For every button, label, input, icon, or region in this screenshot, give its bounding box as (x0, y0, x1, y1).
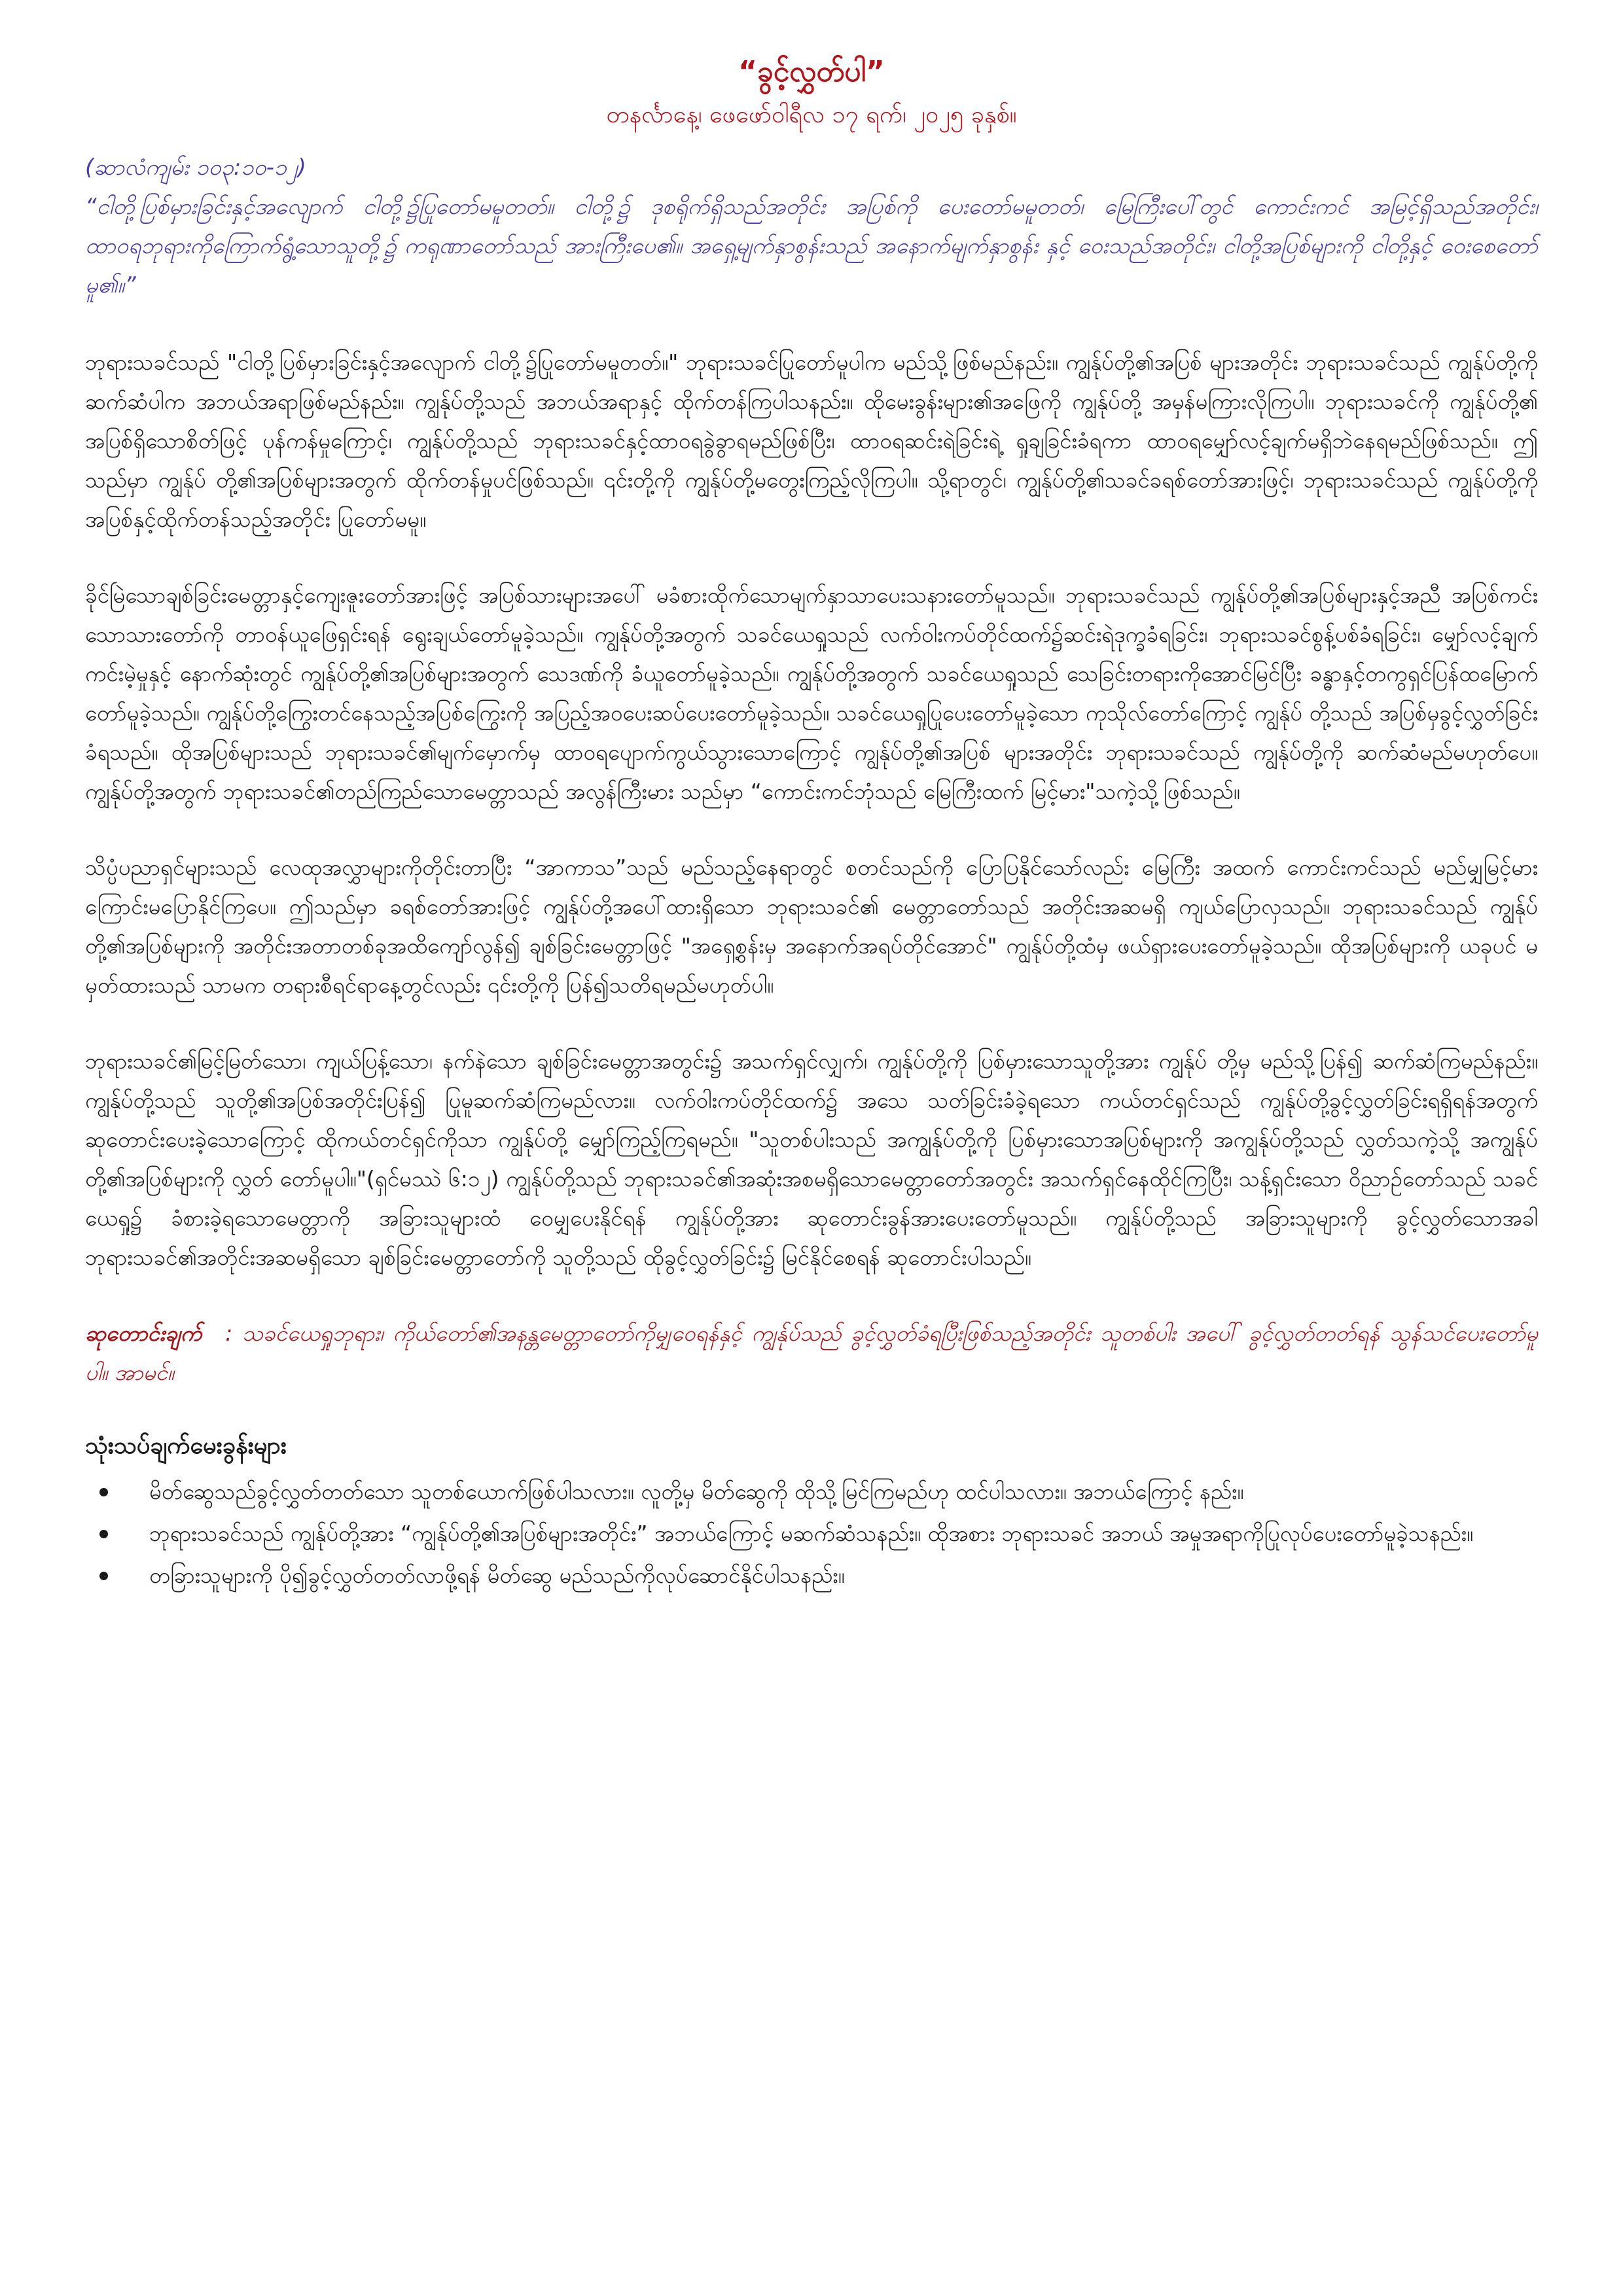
reflection-heading: သုံးသပ်ချက်မေးခွန်းများ (85, 1432, 287, 1459)
bullet-icon (99, 1488, 108, 1496)
prayer-label: ဆုတောင်းချက် (85, 1320, 202, 1346)
verse-text: “ငါတို့ပြစ်မှားခြင်းနှင့်အလျောက် ငါတို့၌ပြုတော်မမူတတ်။ ငါတို့၌ ဒုစရိုက်ရှိသည်အတိုင်း အပြစ်ကို ပေးတော်မမူတတ်၊ မြေကြီးပေါ်တွင် ကောင်းကင် အမြင့်ရှိသည်အတိုင်း၊ ထာဝရဘုရားကိုကြောက်ရွံ့သောသူတို့၌ ကရုဏာတော်သည် အားကြီးပေ၏။ အရှေ့မျက်နှာစွန်းသည် အနောက်မျက်နှာစွန်း နှင့် ဝေးသည်အတိုင်း၊ ငါတို့အပြစ်များကို ငါတို့နှင့် ဝေးစေတော်မူ၏။” (85, 194, 1538, 298)
dateline: တနင်္လာနေ့၊ ဖေဖော်ဝါရီလ ၁၇ ရက်၊ ၂၀၂၅ ခုနှစ်။ (606, 101, 1017, 128)
reflection-question-text: ဘုရားသခင်သည် ကျွန်ုပ်တို့အား “ကျွန်ုပ်တို့၏အပြစ်များအတိုင်း” အဘယ်ကြောင့် မဆက်ဆံသနည်း။ ထိုအစား ဘုရားသခင် အဘယ် အမှုအရာကိုပြုလုပ်ပေးတော်မူခဲ့သနည်း။ (149, 1521, 1473, 1546)
body-paragraph-1: ဘုရားသခင်သည် "ငါတို့ပြစ်မှားခြင်းနှင့်အလျောက် ငါတို့၌ပြုတော်မမူတတ်။" ဘုရားသခင်ပြုတော်မူပါက မည်သို့ဖြစ်မည်နည်း။ ကျွန်ုပ်တို့၏အပြစ် များအတိုင်း ဘုရားသခင်သည် ကျွန်ုပ်တို့ကို ဆက်ဆံပါက အဘယ်အရာဖြစ်မည်နည်း။ ကျွန်ုပ်တို့သည် အဘယ်အရာနှင့် ထိုက်တန်ကြပါသနည်း။ ထိုမေးခွန်းများ၏အဖြေကို ကျွန်ုပ်တို့ အမှန်မကြားလိုကြပါ။ ဘုရားသခင်ကို ကျွန်ုပ်တို့၏ အပြစ်ရှိသောစိတ်ဖြင့် ပုန်ကန်မှုကြောင့်၊ ကျွန်ုပ်တို့သည် ဘုရားသခင်နှင့်ထာဝရခွဲခွာရမည်ဖြစ်ပြီး၊ ထာဝရဆင်းရဲခြင်းရဲ့ ရှုချခြင်းခံရကာ ထာဝရမျှော်လင့်ချက်မရှိဘဲနေရမည်ဖြစ်သည်။ ဤသည်မှာ ကျွန်ုပ် တို့၏အပြစ်များအတွက် ထိုက်တန်မှုပင်ဖြစ်သည်။ ၎င်းတို့ကို ကျွန်ုပ်တို့မတွေးကြည့်လိုကြပါ။ သို့ရာတွင်၊ ကျွန်ုပ်တို့၏သခင်ခရစ်တော်အားဖြင့်၊ ဘုရားသခင်သည် ကျွန်ုပ်တို့ကိုအပြစ်နှင့်ထိုက်တန်သည့်အတိုင်း ပြုတော်မမူ။ (85, 349, 1538, 532)
reflection-question (128, 1556, 1538, 1595)
bullet-icon (99, 1530, 108, 1538)
body-paragraph-3: သိပ္ပံပညာရှင်များသည် လေထုအလွှာများကိုတိုင်းတာပြီး “အာကာသ”သည် မည်သည့်နေရာတွင် စတင်သည်ကို ပြောပြနိုင်သော်လည်း မြေကြီး အထက် ကောင်းကင်သည် မည်မျှမြင့်မားကြောင်းမပြောနိုင်ကြပေ။ ဤသည်မှာ ခရစ်တော်အားဖြင့် ကျွန်ုပ်တို့အပေါ်ထားရှိသော ဘုရားသခင်၏ မေတ္တာတော်သည် အတိုင်းအဆမရှိ ကျယ်ပြောလှသည်။ ဘုရားသခင်သည် ကျွန်ုပ်တို့၏အပြစ်များကို အတိုင်းအတာတစ်ခုအထိကျော်လွန်၍ ချစ်ခြင်းမေတ္တာဖြင့် "အရှေ့စွန်းမှ အနောက်အရပ်တိုင်အောင်" ကျွန်ုပ်တို့ထံမှ ဖယ်ရှားပေးတော်မူခဲ့သည်။ ထိုအပြစ်များကို ယခုပင် မမှတ်ထားသည် သာမက တရားစီရင်ရာနေ့တွင်လည်း ၎င်းတို့ကို ပြန်၍သတိရမည်မဟုတ်ပါ။ (85, 855, 1538, 998)
reflection-question-text: မိတ်ဆွေသည်ခွင့်လွှတ်တတ်သော သူတစ်ယောက်ဖြစ်ပါသလား။ လူတို့မှ မိတ်ဆွေကို ထိုသို့မြင်ကြမည်ဟု ထင်ပါသလား။ အဘယ်ကြောင့် နည်း။ (149, 1479, 1244, 1504)
body-paragraph-4: ဘုရားသခင်၏မြင့်မြတ်သော၊ ကျယ်ပြန့်သော၊ နက်နဲသော ချစ်ခြင်းမေတ္တာအတွင်း၌ အသက်ရှင်လျှက်၊ ကျွန်ုပ်တို့ကို ပြစ်မှားသောသူတို့အား ကျွန်ုပ် တို့မှ မည်သို့ပြန်၍ ဆက်ဆံကြမည်နည်း။ ကျွန်ုပ်တို့သည် သူတို့၏အပြစ်အတိုင်းပြန်၍ ပြုမူဆက်ဆံကြမည်လား။ လက်ဝါးကပ်တိုင်ထက်၌ အသေ သတ်ခြင်းခံခဲ့ရသော ကယ်တင်ရှင်သည် ကျွန်ုပ်တို့ခွင့်လွှတ်ခြင်းရရှိရန်အတွက် ဆုတောင်းပေးခဲ့သောကြောင့် ထိုကယ်တင်ရှင်ကိုသာ ကျွန်ုပ်တို့ မျှော်ကြည့်ကြရမည်။ "သူတစ်ပါးသည် အကျွန်ုပ်တို့ကို ပြစ်မှားသောအပြစ်များကို အကျွန်ုပ်တို့သည် လွှတ်သကဲ့သို့ အကျွန်ုပ်တို့၏အပြစ်များကို လွှတ် တော်မူပါ။"(ရှင်မဿဲ ၆:၁၂) ကျွန်ုပ်တို့သည် ဘုရားသခင်၏အဆုံးအစမရှိသောမေတ္တာတော်အတွင်း အသက်ရှင်နေထိုင်ကြပြီး၊ သန့်ရှင်းသော ဝိညာဉ်တော်သည် သခင်ယေရှု၌ ခံစားခဲ့ရသောမေတ္တာကို အခြားသူများထံ ဝေမျှပေးနိုင်ရန် ကျွန်ုပ်တို့အား ဆုတောင်းခွန်အားပေးတော်မူသည်။ ကျွန်ုပ်တို့သည် အခြားသူများကို ခွင့်လွှတ်သောအခါ ဘုရားသခင်၏အတိုင်းအဆမရှိသော ချစ်ခြင်းမေတ္တာတော်ကို သူတို့သည် ထိုခွင့်လွှတ်ခြင်း၌ မြင်နိုင်စေရန် ဆုတောင်းပါသည်။ (85, 1048, 1538, 1270)
reflection-question (128, 1472, 1538, 1511)
reflection-question-text: တခြားသူများကို ပို၍ခွင့်လွှတ်တတ်လာဖို့ရန် မိတ်ဆွေ မည်သည်ကိုလုပ်ဆောင်နိုင်ပါသနည်း။ (149, 1563, 845, 1588)
bullet-icon (99, 1572, 108, 1580)
reflection-question (128, 1514, 1538, 1553)
verse-reference: (ဆာလံကျမ်း ၁၀၃:၁၀-၁၂) (85, 154, 306, 181)
page-title: “ခွင့်လွှတ်ပါ” (738, 55, 885, 88)
prayer-text: : သခင်ယေရှုဘုရား၊ ကိုယ်တော်၏အနန္တမေတ္တာတော်ကိုမျှဝေရန်နှင့် ကျွန်ုပ်သည် ခွင့်လွှတ်ခံရပြီးဖြစ်သည့်အတိုင်း သူတစ်ပါး အပေါ် ခွင့်လွှတ်တတ်ရန် သွန်သင်ပေးတော်မူပါ။ အာမင်။ (85, 1320, 1538, 1385)
body-paragraph-2: ခိုင်မြဲသောချစ်ခြင်းမေတ္တာနှင့်ကျေးဇူးတော်အားဖြင့် အပြစ်သားများအပေါ် မခံစားထိုက်သောမျက်နှာသာပေးသနားတော်မူသည်။ ဘုရားသခင်သည် ကျွန်ုပ်တို့၏အပြစ်များနှင့်အညီ အပြစ်ကင်းသောသားတော်ကို တာဝန်ယူဖြေရှင်းရန် ရွေးချယ်တော်မူခဲ့သည်။ ကျွန်ုပ်တို့အတွက် သခင်ယေရှုသည် လက်ဝါးကပ်တိုင်ထက်၌ဆင်းရဲဒုက္ခခံရခြင်း၊ ဘုရားသခင်စွန့်ပစ်ခံရခြင်း၊ မျှော်လင့်ချက်ကင်းမဲ့မှုနှင့် နောက်ဆုံးတွင် ကျွန်ုပ်တို့၏အပြစ်များအတွက် သေဒဏ်ကို ခံယူတော်မူခဲ့သည်။ ကျွန်ုပ်တို့အတွက် သခင်ယေရှုသည် သေခြင်းတရားကိုအောင်မြင်ပြီး ခန္ဓာနှင့်တကွရှင်ပြန်ထမြောက်တော်မူခဲ့သည်။ ကျွန်ုပ်တို့ကြွေးတင်နေသည့်အပြစ်ကြွေးကို အပြည့်အဝပေးဆပ်ပေးတော်မူခဲ့သည်။ သခင်ယေရှုပြုပေးတော်မူခဲ့သော ကုသိုလ်တော်ကြောင့် ကျွန်ုပ် တို့သည် အပြစ်မှခွင့်လွှတ်ခြင်းခံရသည်။ ထိုအပြစ်များသည် ဘုရားသခင်၏မျက်မှောက်မှ ထာဝရပျောက်ကွယ်သွားသောကြောင့် ကျွန်ုပ်တို့၏အပြစ် များအတိုင်း ဘုရားသခင်သည် ကျွန်ုပ်တို့ကို ဆက်ဆံမည်မဟုတ်ပေ။ ကျွန်ုပ်တို့အတွက် ဘုရားသခင်၏တည်ကြည်သောမေတ္တာသည် အလွန်ကြီးမား သည်မှာ “ကောင်းကင်ဘုံသည် မြေကြီးထက် မြင့်မား"သကဲ့သို့ဖြစ်သည်။ (85, 582, 1538, 804)
reflection-question-list (85, 1472, 1538, 1595)
prayer (85, 1314, 1538, 1392)
